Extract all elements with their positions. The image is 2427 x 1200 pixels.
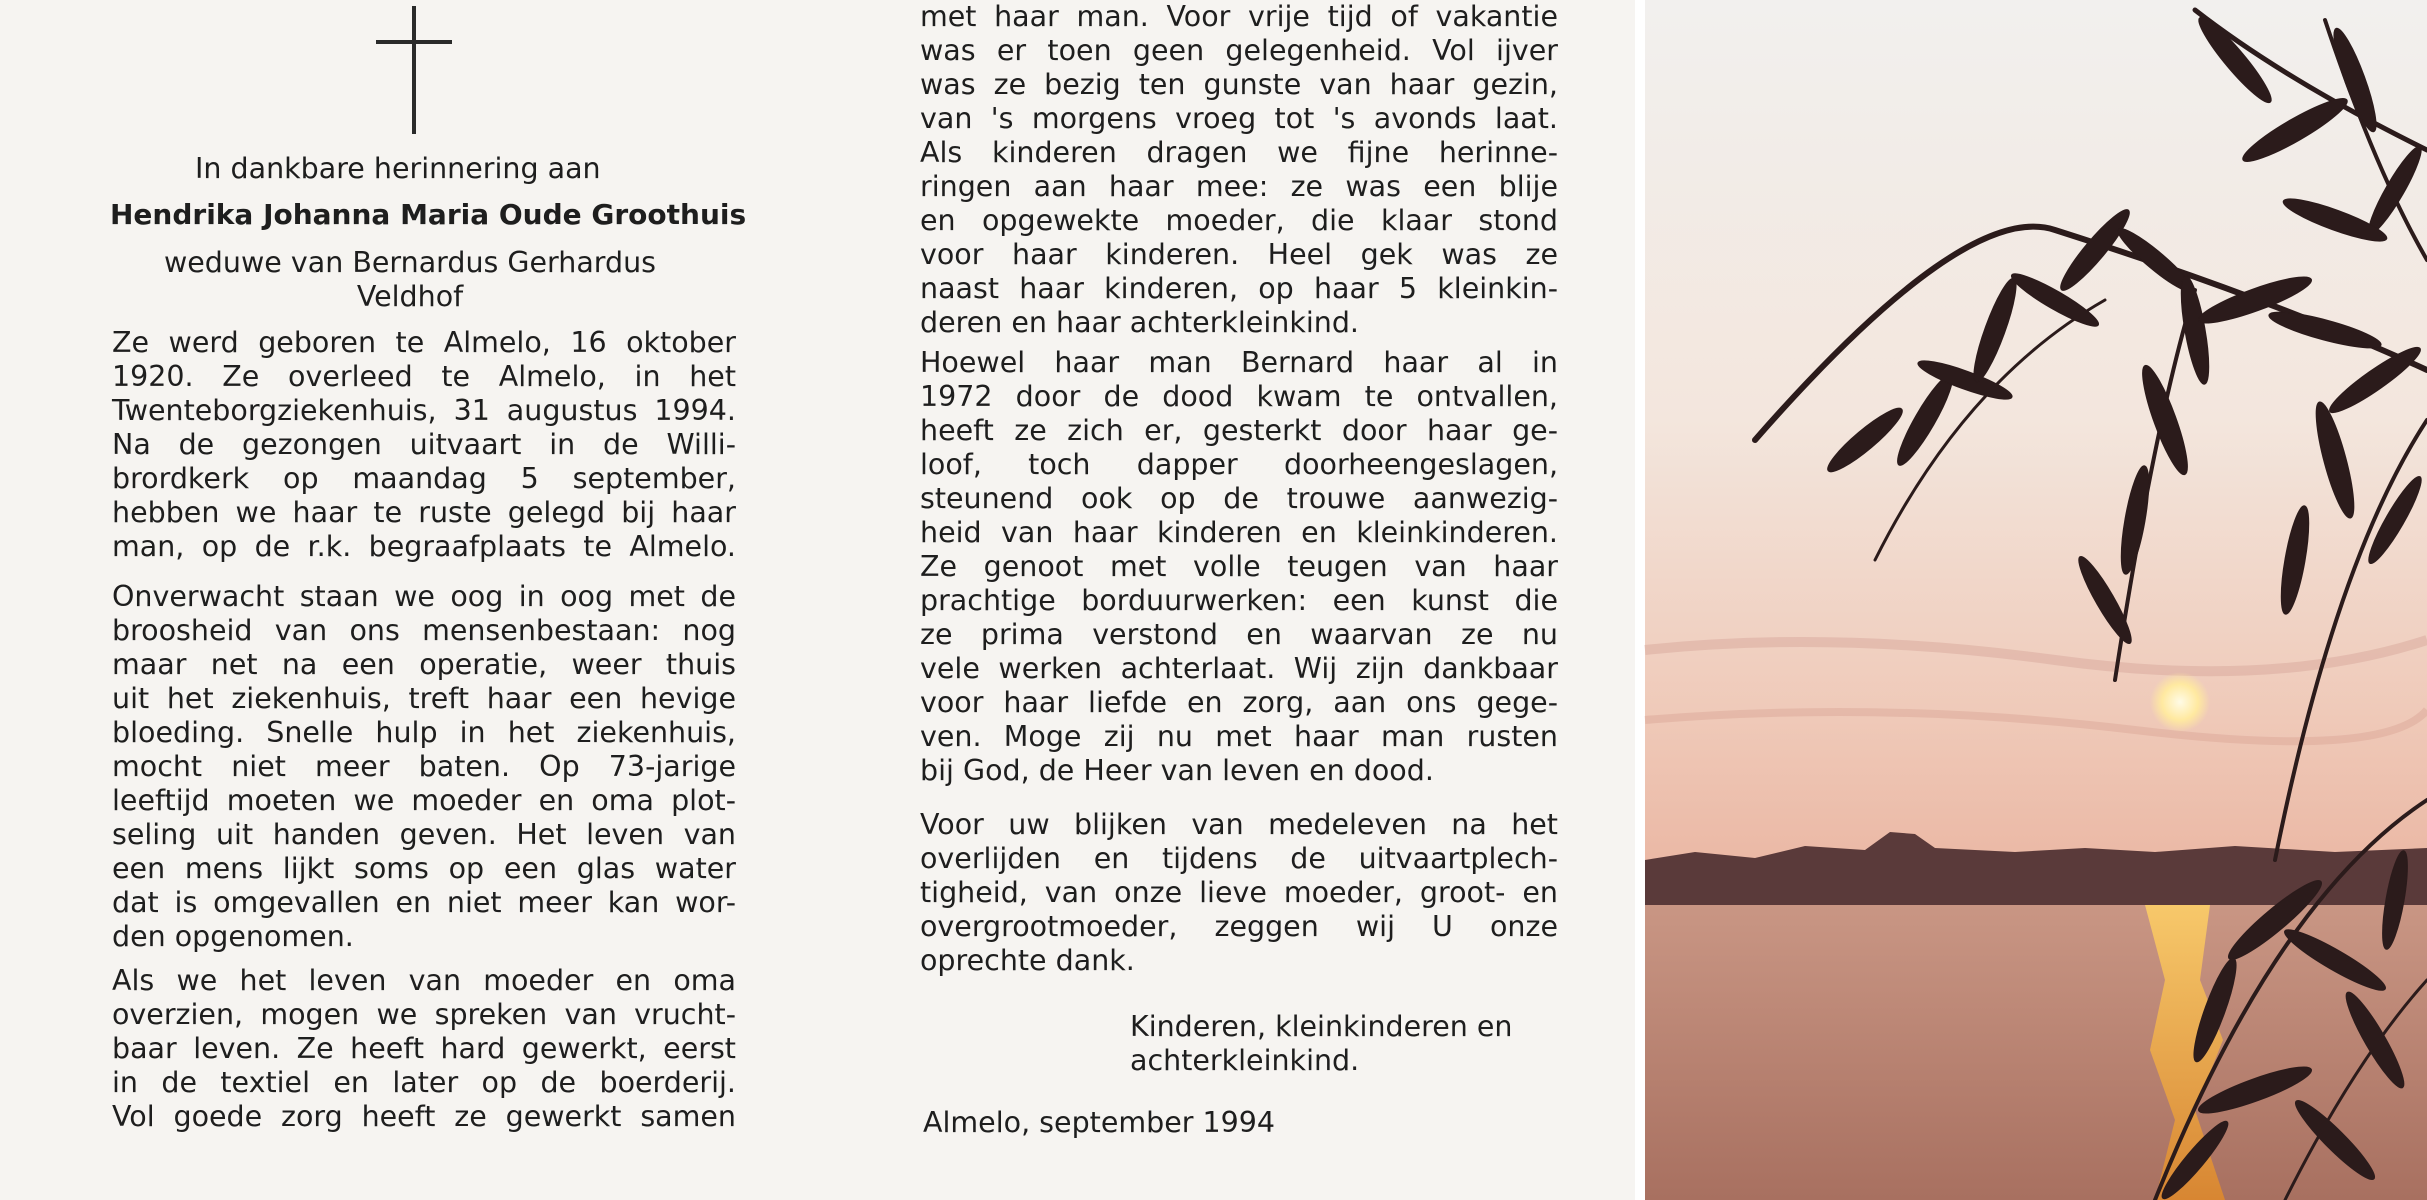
text-line: Vol goede zorg heeft ze gewerkt samen <box>112 1100 736 1133</box>
text-line: leeftijd moeten we moeder en oma plot- <box>112 784 736 817</box>
text-line: overzien, mogen we spreken van vrucht- <box>112 998 736 1031</box>
text-line: was er toen geen gelegenheid. Vol ijver <box>920 34 1558 67</box>
text-line: vele werken achterlaat. Wij zijn dankbaar <box>920 652 1558 685</box>
text-line: overlijden en tijdens de uitvaartplech- <box>920 842 1558 875</box>
text-line: Onverwacht staan we oog in oog met de <box>112 580 736 613</box>
text-line: hebben we haar te ruste gelegd bij haar <box>112 496 736 529</box>
widow-line-2: Veldhof <box>356 280 464 313</box>
text-line: Hoewel haar man Bernard haar al in <box>920 346 1558 379</box>
text-line: Als kinderen dragen we fijne herinne- <box>920 136 1558 169</box>
text-line: ze prima verstond en waarvan ze nu <box>920 618 1558 651</box>
text-line: oprechte dank. <box>920 944 1135 977</box>
text-line: uit het ziekenhuis, treft haar een hevige <box>112 682 736 715</box>
text-line: dat is omgevallen en niet meer kan wor- <box>112 886 736 919</box>
text-line: loof, toch dapper doorheengeslagen, <box>920 448 1558 481</box>
text-line: 1920. Ze overleed te Almelo, in het <box>112 360 736 393</box>
text-line: prachtige borduurwerken: een kunst die <box>920 584 1558 617</box>
signature-line-2: achterkleinkind. <box>1130 1044 1360 1077</box>
place-date: Almelo, september 1994 <box>923 1106 1276 1139</box>
text-line: Na de gezongen uitvaart in de Willi- <box>112 428 736 461</box>
cross-icon-bar <box>376 40 452 44</box>
text-line: steunend ook op de trouwe aanwezig- <box>920 482 1558 515</box>
text-line: 1972 door de dood kwam te ontvallen, <box>920 380 1558 413</box>
text-line: overgrootmoeder, zeggen wij U onze <box>920 910 1558 943</box>
text-line: Als we het leven van moeder en oma <box>112 964 736 997</box>
signature-line-1: Kinderen, kleinkinderen en <box>1130 1010 1513 1043</box>
text-line: heid van haar kinderen en kleinkinderen. <box>920 516 1558 549</box>
widow-line-1: weduwe van Bernardus Gerhardus <box>163 246 657 279</box>
text-line: seling uit handen geven. Het leven van <box>112 818 736 851</box>
text-line: Ze genoot met volle teugen van haar <box>920 550 1558 583</box>
text-line: in de textiel en later op de boerderij. <box>112 1066 736 1099</box>
text-line: baar leven. Ze heeft hard gewerkt, eerst <box>112 1032 736 1065</box>
text-line: voor haar liefde en zorg, aan ons gege- <box>920 686 1558 719</box>
dedication: In dankbare herinnering aan <box>195 152 601 185</box>
text-line: van 's morgens vroeg tot 's avonds laat. <box>920 102 1558 135</box>
text-line: was ze bezig ten gunste van haar gezin, <box>920 68 1558 101</box>
text-line: Ze werd geboren te Almelo, 16 oktober <box>112 326 736 359</box>
text-line: ven. Moge zij nu met haar man rusten <box>920 720 1558 753</box>
cross-icon <box>412 6 416 134</box>
text-line: Twenteborgziekenhuis, 31 augustus 1994. <box>112 394 736 427</box>
text-line: bloeding. Snelle hulp in het ziekenhuis, <box>112 716 736 749</box>
middle-panel <box>815 0 1635 1200</box>
text-line: naast haar kinderen, op haar 5 kleinkin- <box>920 272 1558 305</box>
text-line: broosheid van ons mensenbestaan: nog <box>112 614 736 647</box>
text-line: bij God, de Heer van leven en dood. <box>920 754 1434 787</box>
text-line: met haar man. Voor vrije tijd of vakantie <box>920 0 1558 33</box>
text-line: maar net na een operatie, weer thuis <box>112 648 736 681</box>
text-line: tigheid, van onze lieve moeder, groot- en <box>920 876 1558 909</box>
text-line: man, op de r.k. begraafplaats te Almelo. <box>112 530 736 563</box>
text-line: en opgewekte moeder, die klaar stond <box>920 204 1558 237</box>
text-line: een mens lijkt soms op een glas water <box>112 852 736 885</box>
text-line: ringen aan haar mee: ze was een blije <box>920 170 1558 203</box>
sunset-photo-panel <box>1635 0 2427 1200</box>
text-line: heeft ze zich er, gesterkt door haar ge- <box>920 414 1558 447</box>
text-line: deren en haar achterkleinkind. <box>920 306 1359 339</box>
text-line: Voor uw blijken van medeleven na het <box>920 808 1558 841</box>
deceased-name: Hendrika Johanna Maria Oude Groothuis <box>110 198 747 231</box>
text-line: brordkerk op maandag 5 september, <box>112 462 736 495</box>
left-panel <box>0 0 815 1200</box>
text-line: mocht niet meer baten. Op 73-jarige <box>112 750 736 783</box>
text-line: den opgenomen. <box>112 920 354 953</box>
text-line: voor haar kinderen. Heel gek was ze <box>920 238 1558 271</box>
sunset-photo <box>1635 0 2427 1200</box>
